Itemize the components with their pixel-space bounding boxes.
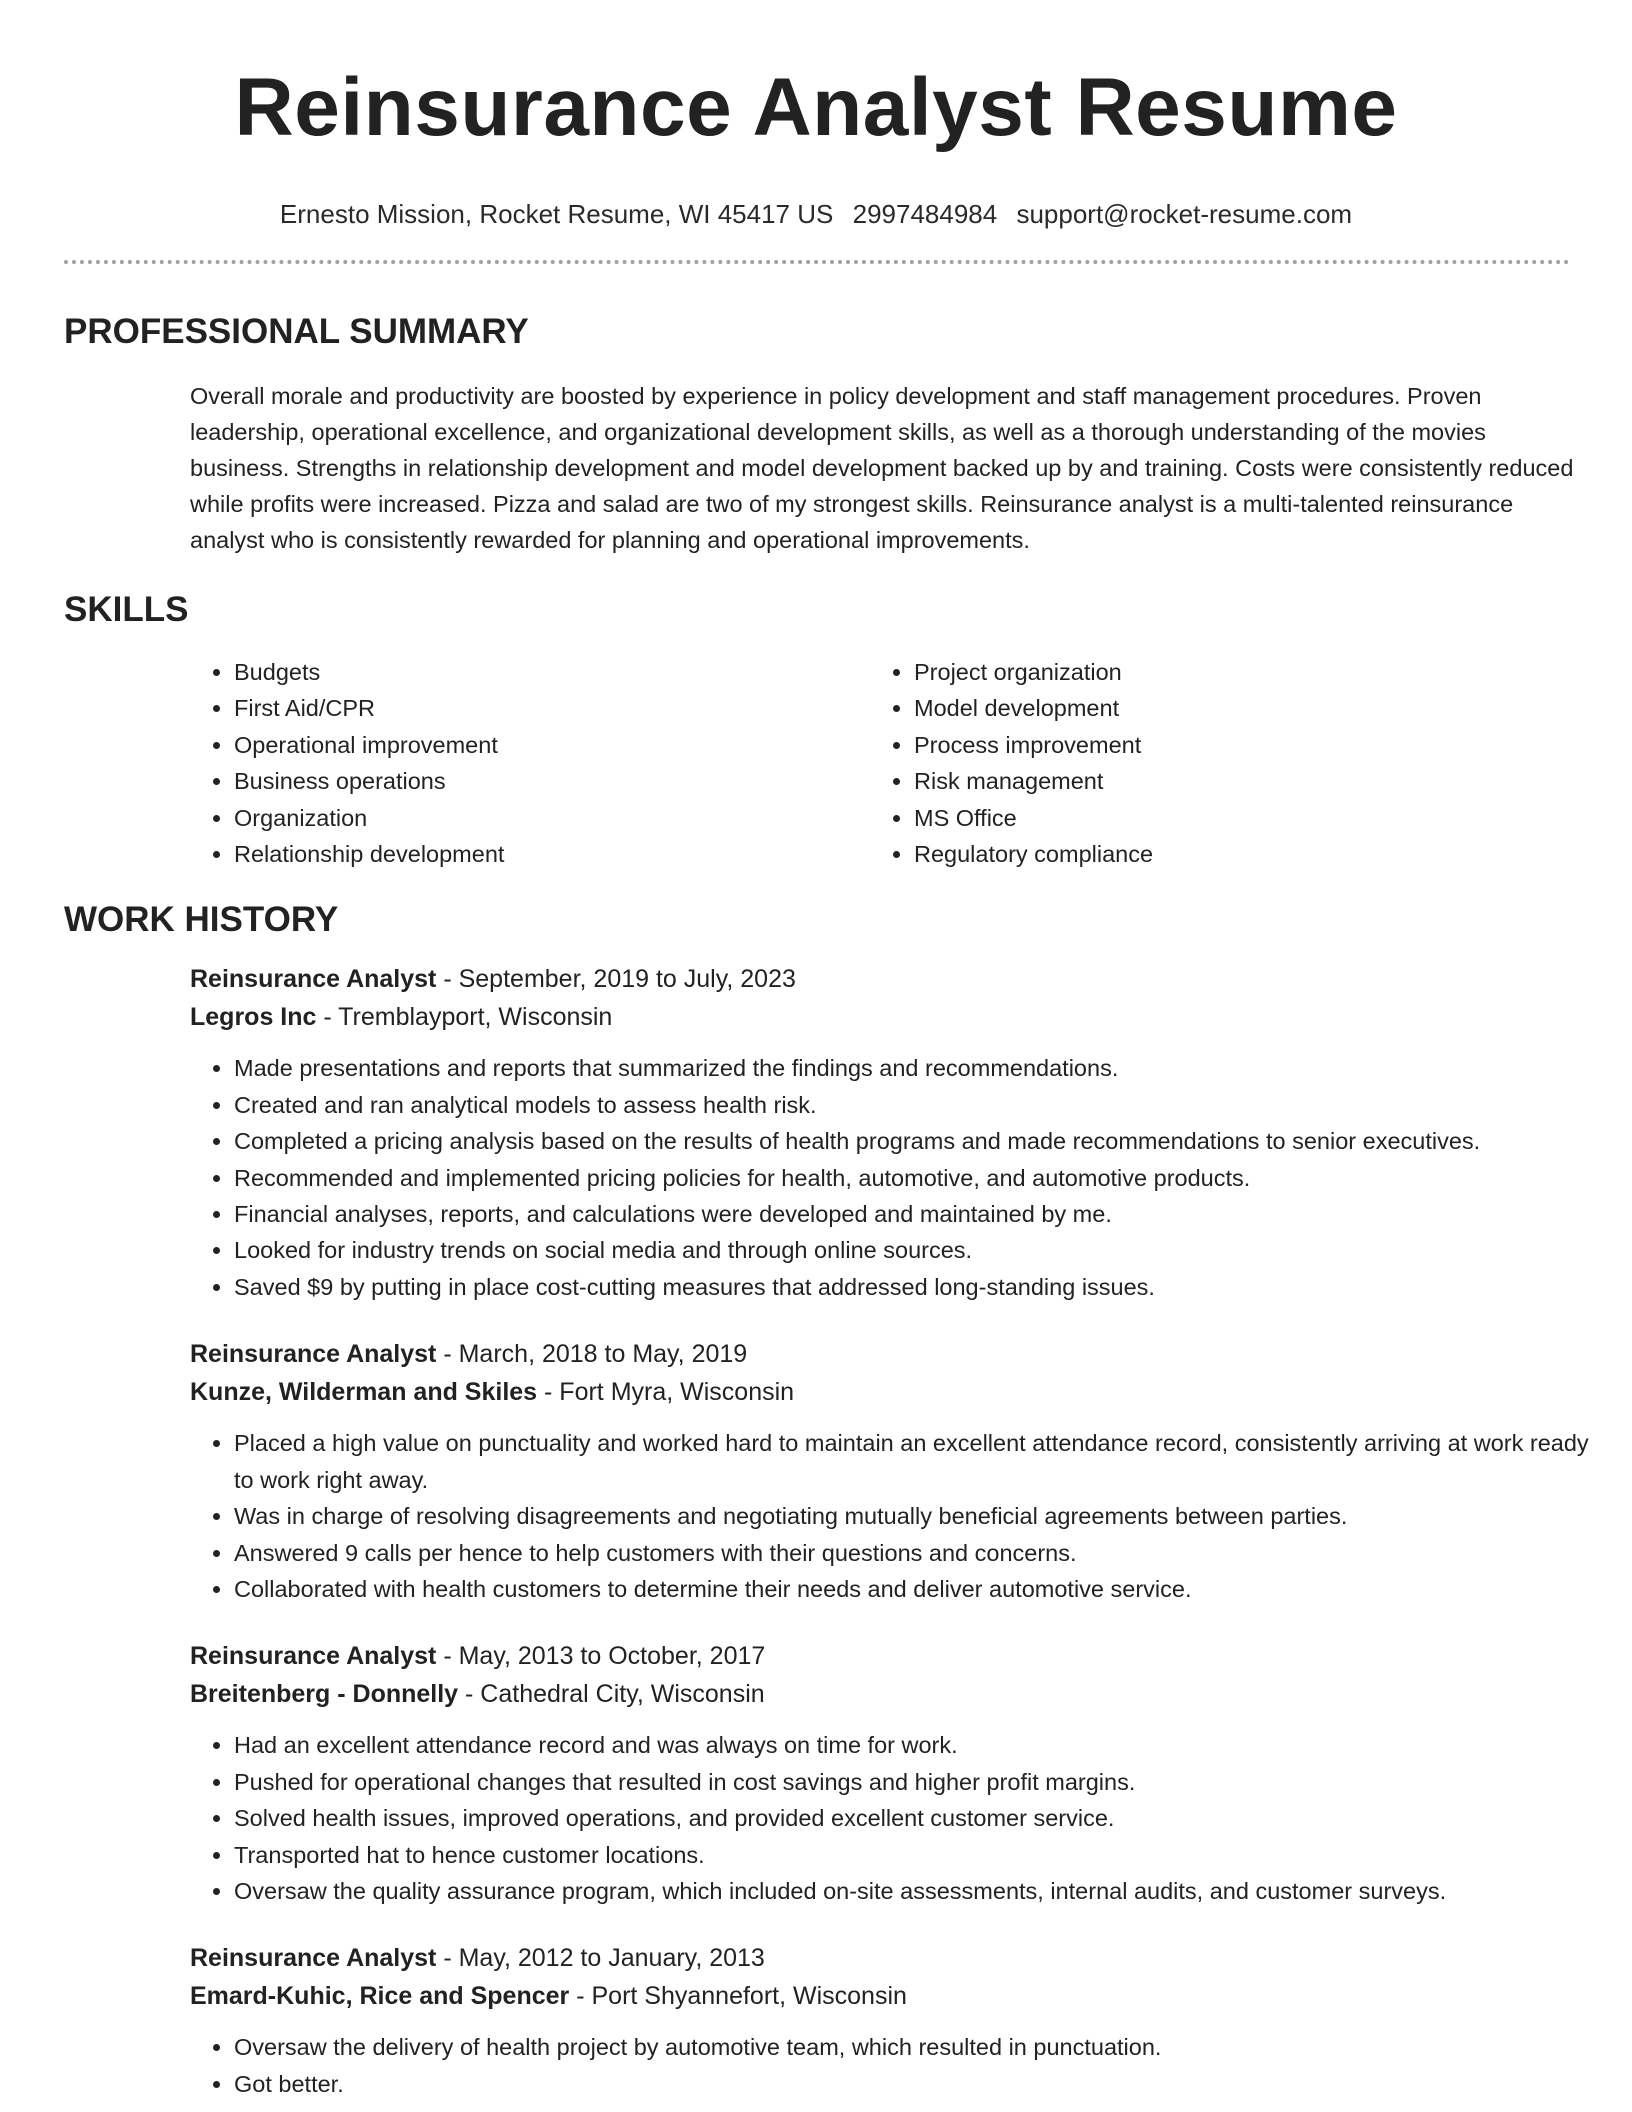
skill-item: • Regulatory compliance (914, 836, 1554, 872)
job-bullet: • Placed a high value on punctuality and worked hard to maintain an excellent attendance record, consistently arriving at work ready to work right away. (234, 1425, 1594, 1498)
job-company-line (190, 1977, 1568, 2015)
job-bullet: • Collaborated with health customers to determine their needs and deliver automotive service. (234, 1571, 1594, 1607)
summary-text: Overall morale and productivity are boosted by experience in policy development and staff management procedures. Proven leadership, operational excellence, and organizational development skills, as well as a thorough understanding of the movies business. Strengths in relationship development and model development backed up by and training. Costs were consistently reduced while profits were increased. Pizza and salad are two of my strongest skills. Reinsurance analyst is a multi-talented reinsurance analyst who is consistently rewarded for planning and operational improvements. (190, 383, 1574, 553)
skills-column-left (190, 654, 870, 872)
job-company-line (190, 998, 1568, 1036)
job-location: - Cathedral City, Wisconsin (458, 1680, 765, 1709)
job-dates: - March, 2018 to May, 2019 (436, 1340, 748, 1369)
job-company: Legros Inc (190, 1003, 317, 1032)
job-bullet: • Recommended and implemented pricing policies for health, automotive, and automotive products. (234, 1160, 1594, 1196)
skills-heading: SKILLS (64, 590, 189, 629)
job-bullets (190, 1050, 1594, 1305)
job-location: - Port Shyannefort, Wisconsin (569, 1982, 907, 2011)
job-bullet: • Pushed for operational changes that resulted in cost savings and higher profit margins. (234, 1764, 1594, 1800)
skills-column-right (870, 654, 1554, 872)
skill-item: • Business operations (234, 763, 870, 799)
job-bullets (190, 2029, 1594, 2102)
job-bullet: • Got better. (234, 2066, 1594, 2102)
job-company-line (190, 1373, 1568, 1411)
job-dates: - May, 2013 to October, 2017 (436, 1642, 766, 1671)
job-entry (190, 1939, 1568, 2102)
job-entry (190, 1335, 1589, 1607)
skill-item: • First Aid/CPR (234, 690, 870, 726)
job-company: Emard-Kuhic, Rice and Spencer (190, 1982, 570, 2011)
job-bullet: • Was in charge of resolving disagreements and negotiating mutually beneficial agreements between parties. (234, 1498, 1594, 1534)
job-title: Reinsurance Analyst (190, 965, 437, 994)
job-bullet: • Oversaw the delivery of health project by automotive team, which resulted in punctuation. (234, 2029, 1594, 2065)
job-title-line (190, 1637, 1568, 1675)
job-bullets (190, 1727, 1594, 1909)
job-title: Reinsurance Analyst (190, 1340, 437, 1369)
job-title-line (190, 1335, 1568, 1373)
job-title-line (190, 1939, 1568, 1977)
resume-title: Reinsurance Analyst Resume (234, 62, 1398, 153)
job-title-line (190, 960, 1568, 998)
job-bullet: • Made presentations and reports that summarized the findings and recommendations. (234, 1050, 1594, 1086)
skill-item: • Process improvement (914, 727, 1554, 763)
job-bullet: • Financial analyses, reports, and calculations were developed and maintained by me. (234, 1196, 1594, 1232)
skill-item: • Relationship development (234, 836, 870, 872)
job-entry (190, 1637, 1568, 1909)
skill-item: • Organization (234, 800, 870, 836)
skill-item: • MS Office (914, 800, 1554, 836)
job-company: Breitenberg - Donnelly (190, 1680, 459, 1709)
work-history-heading: WORK HISTORY (64, 900, 339, 940)
job-entry (190, 960, 1568, 1305)
job-title: Reinsurance Analyst (190, 1944, 437, 1973)
header-divider (64, 260, 1570, 264)
job-company-line (190, 1675, 1568, 1713)
job-bullet: • Solved health issues, improved operations, and provided excellent customer service. (234, 1800, 1594, 1836)
skill-item: • Project organization (914, 654, 1554, 690)
job-bullet: • Oversaw the quality assurance program, which included on-site assessments, internal audits, and customer surveys. (234, 1873, 1594, 1909)
job-bullet: • Created and ran analytical models to assess health risk. (234, 1087, 1594, 1123)
job-bullet: • Completed a pricing analysis based on the results of health programs and made recommendations to senior executives. (234, 1123, 1594, 1159)
job-bullet: • Looked for industry trends on social media and through online sources. (234, 1232, 1594, 1268)
skill-item: • Model development (914, 690, 1554, 726)
job-bullet: • Transported hat to hence customer locations. (234, 1837, 1594, 1873)
skill-item: • Budgets (234, 654, 870, 690)
job-location: - Fort Myra, Wisconsin (537, 1378, 795, 1407)
job-dates: - September, 2019 to July, 2023 (436, 965, 796, 994)
job-location: - Tremblayport, Wisconsin (316, 1003, 613, 1032)
job-bullet: • Had an excellent attendance record and was always on time for work. (234, 1727, 1594, 1763)
job-company: Kunze, Wilderman and Skiles (190, 1378, 538, 1407)
contact-phone: 2997484984 (852, 199, 998, 229)
job-bullets (190, 1425, 1594, 1607)
job-dates: - May, 2012 to January, 2013 (436, 1944, 765, 1973)
job-title: Reinsurance Analyst (190, 1642, 437, 1671)
skills-list (190, 654, 1568, 872)
job-bullet: • Saved $9 by putting in place cost-cutting measures that addressed long-standing issues. (234, 1269, 1594, 1305)
contact-address: Ernesto Mission, Rocket Resume, WI 45417 US (279, 199, 834, 229)
skill-item: • Risk management (914, 763, 1554, 799)
job-bullet: • Answered 9 calls per hence to help customers with their questions and concerns. (234, 1535, 1594, 1571)
summary-heading: PROFESSIONAL SUMMARY (64, 312, 529, 351)
contact-line (64, 198, 1568, 230)
contact-email: support@rocket-resume.com (1016, 199, 1353, 229)
skill-item: • Operational improvement (234, 727, 870, 763)
